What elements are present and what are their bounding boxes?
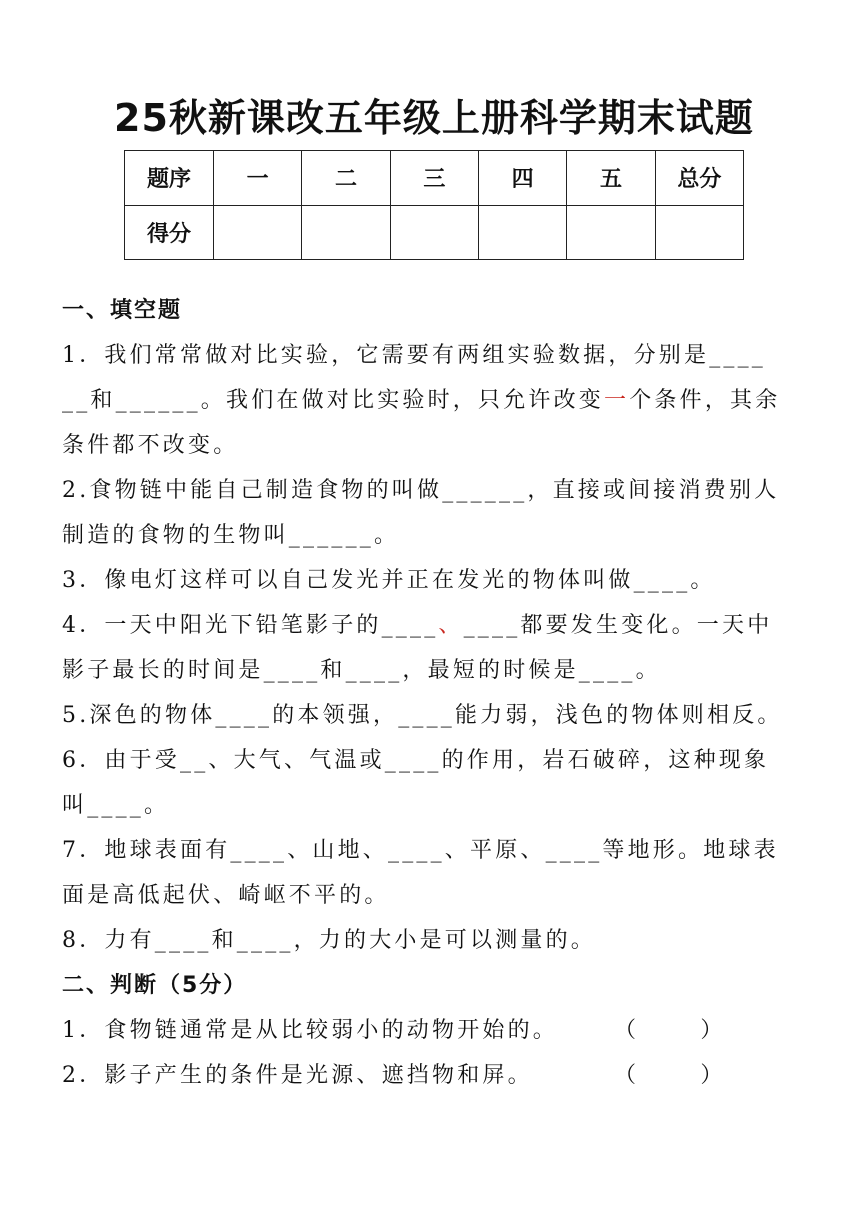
true-false-item xyxy=(62,1008,802,1053)
question-line: 制造的食物的生物叫______。 xyxy=(62,523,400,548)
score-entry-cell[interactable] xyxy=(655,205,743,260)
question-content xyxy=(62,288,802,1098)
question-line xyxy=(62,603,802,648)
answer-parentheses[interactable]: （ ） xyxy=(614,1063,726,1088)
question-line xyxy=(62,378,802,423)
question-line: 条件都不改变。 xyxy=(62,433,239,458)
question-line: 5.深色的物体____的本领强，____能力弱，浅色的物体则相反。 xyxy=(62,703,783,728)
score-row-label: 得分 xyxy=(125,205,214,260)
question-text: 1．食物链通常是从比较弱小的动物开始的。 xyxy=(62,1018,558,1043)
section-heading-fill-in: 一、填空题 xyxy=(62,298,183,323)
question-text: ____都要发生变化。一天中 xyxy=(463,613,773,638)
score-header-cell: 四 xyxy=(478,151,566,206)
question-line: 影子最长的时间是____和____，最短的时候是____。 xyxy=(62,658,661,683)
score-header-cell: 三 xyxy=(390,151,478,206)
score-header-cell: 题序 xyxy=(125,151,214,206)
question-line: 8．力有____和____，力的大小是可以测量的。 xyxy=(62,928,596,953)
score-entry-cell[interactable] xyxy=(302,205,390,260)
score-table xyxy=(124,150,744,260)
question-line: 7．地球表面有____、山地、____、平原、____等地形。地球表 xyxy=(62,838,779,863)
question-text: 2．影子产生的条件是光源、遮挡物和屏。 xyxy=(62,1063,533,1088)
score-header-cell: 一 xyxy=(214,151,302,206)
page-title: 25秋新课改五年级上册科学期末试题 xyxy=(114,96,754,140)
highlighted-punctuation: 、 xyxy=(438,613,464,638)
question-line: 面是高低起伏、崎岖不平的。 xyxy=(62,883,390,908)
question-line: 2.食物链中能自己制造食物的叫做______，直接或间接消费别人 xyxy=(62,478,780,503)
question-line: 3．像电灯这样可以自己发光并正在发光的物体叫做____。 xyxy=(62,568,716,593)
score-header-cell: 二 xyxy=(302,151,390,206)
score-table-score-row xyxy=(125,205,744,260)
question-line: 叫____。 xyxy=(62,793,170,818)
score-table-header-row xyxy=(125,151,744,206)
score-entry-cell[interactable] xyxy=(478,205,566,260)
true-false-item xyxy=(62,1053,802,1098)
highlighted-word: 一 xyxy=(604,388,630,413)
question-text: __和______。我们在做对比实验时，只允许改变 xyxy=(62,388,605,413)
question-text: 个条件，其余 xyxy=(629,388,781,413)
question-line: 6．由于受__、大气、气温或____的作用，岩石破碎，这种现象 xyxy=(62,748,770,773)
score-entry-cell[interactable] xyxy=(567,205,655,260)
score-entry-cell[interactable] xyxy=(390,205,478,260)
question-text: 4．一天中阳光下铅笔影子的____ xyxy=(62,613,439,638)
section-heading-true-false: 二、判断（5分） xyxy=(62,973,248,998)
answer-parentheses[interactable]: （ ） xyxy=(614,1018,726,1043)
score-entry-cell[interactable] xyxy=(214,205,302,260)
score-header-cell: 总分 xyxy=(655,151,743,206)
score-header-cell: 五 xyxy=(567,151,655,206)
question-line: 1．我们常常做对比实验，它需要有两组实验数据，分别是____ xyxy=(62,343,766,368)
